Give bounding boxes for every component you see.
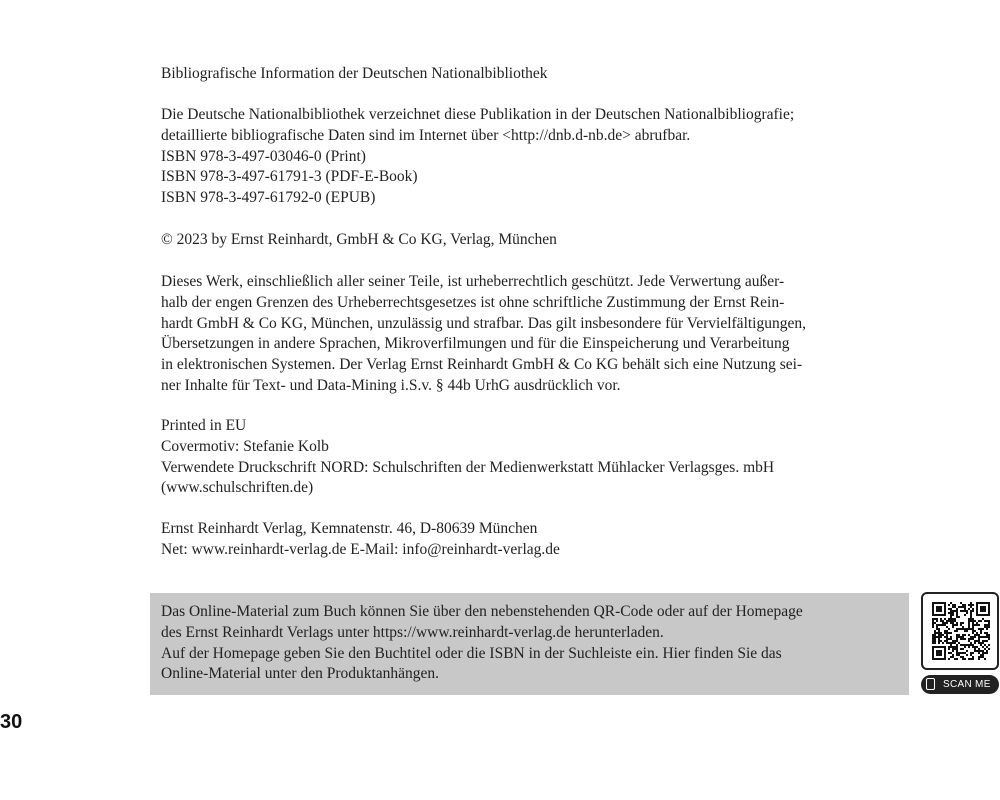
rights-line: Dieses Werk, einschließlich aller seiner Teile, ist urheberrechtlich geschützt. Jede Verwertung außer- xyxy=(161,273,785,290)
copyright-block xyxy=(161,230,941,251)
publisher-address: Ernst Reinhardt Verlag, Kemnatenstr. 46, D-80639 München xyxy=(161,520,538,537)
isbn-epub: ISBN 978-3-497-61792-0 (EPUB) xyxy=(161,189,376,207)
font-credit-url: (www.schulschriften.de) xyxy=(161,479,314,497)
publisher-contact: Net: www.reinhardt-verlag.de E-Mail: info@reinhardt-verlag.de xyxy=(161,540,560,558)
online-material-line: Auf der Homepage geben Sie den Buchtitel oder die ISBN in der Suchleiste ein. Hier finden Sie das xyxy=(161,644,782,662)
qr-code-pattern xyxy=(932,602,990,660)
online-material-box xyxy=(150,593,909,695)
rights-line: hardt GmbH & Co KG, München, unzulässig und strafbar. Das gilt insbesondere für Vervielfältigungen, xyxy=(161,314,806,332)
rights-line: ner Inhalte für Text- und Data-Mining i.S.v. § 44b UrhG ausdrücklich vor. xyxy=(161,376,621,394)
isbn-pdf: ISBN 978-3-497-61791-3 (PDF-E-Book) xyxy=(161,168,418,186)
printed-in: Printed in EU xyxy=(161,417,247,434)
bibliographic-heading: Bibliografische Information der Deutschen Nationalbibliothek xyxy=(161,65,548,82)
scan-me-badge xyxy=(921,675,999,694)
online-material-line: Das Online-Material zum Buch können Sie über den nebenstehenden QR-Code oder auf der Homepage xyxy=(161,603,803,620)
rights-line: in elektronischen Systemen. Der Verlag Ernst Reinhardt GmbH & Co KG behält sich eine Nutzung sei- xyxy=(161,356,803,374)
rights-line: Übersetzungen in andere Sprachen, Mikroverfilmungen und für die Einspeicherung und Verarbeitung xyxy=(161,335,790,353)
dnb-block xyxy=(161,105,941,209)
rights-block xyxy=(161,272,941,397)
font-credit: Verwendete Druckschrift NORD: Schulschriften der Medienwerkstatt Mühlacker Verlagsges. mbH xyxy=(161,458,775,476)
print-info-block xyxy=(161,416,941,499)
rights-line: halb der engen Grenzen des Urheberrechtsgesetzes ist ohne schriftliche Zustimmung der Ernst Rein- xyxy=(161,293,785,311)
online-material-line: Online-Material unter den Produktanhängen. xyxy=(161,665,440,683)
imprint-title-block xyxy=(161,64,941,85)
copyright-line: © 2023 by Ernst Reinhardt, GmbH & Co KG, Verlag, München xyxy=(161,231,557,248)
cover-credit: Covermotiv: Stefanie Kolb xyxy=(161,437,329,455)
dnb-line: detaillierte bibliografische Daten sind im Internet über <http://dnb.d-nb.de> abrufbar. xyxy=(161,126,691,144)
qr-code-icon[interactable] xyxy=(921,592,999,670)
online-material-line: des Ernst Reinhardt Verlags unter https://www.reinhardt-verlag.de herunterladen. xyxy=(161,623,664,641)
dnb-line: Die Deutsche Nationalbibliothek verzeichnet diese Publikation in der Deutschen Nationalbibliografie; xyxy=(161,106,795,123)
publisher-block xyxy=(161,519,941,561)
isbn-print: ISBN 978-3-497-03046-0 (Print) xyxy=(161,147,366,165)
page-number: 30 xyxy=(0,711,23,733)
phone-icon xyxy=(926,678,935,690)
scan-me-label: SCAN ME xyxy=(943,679,991,690)
